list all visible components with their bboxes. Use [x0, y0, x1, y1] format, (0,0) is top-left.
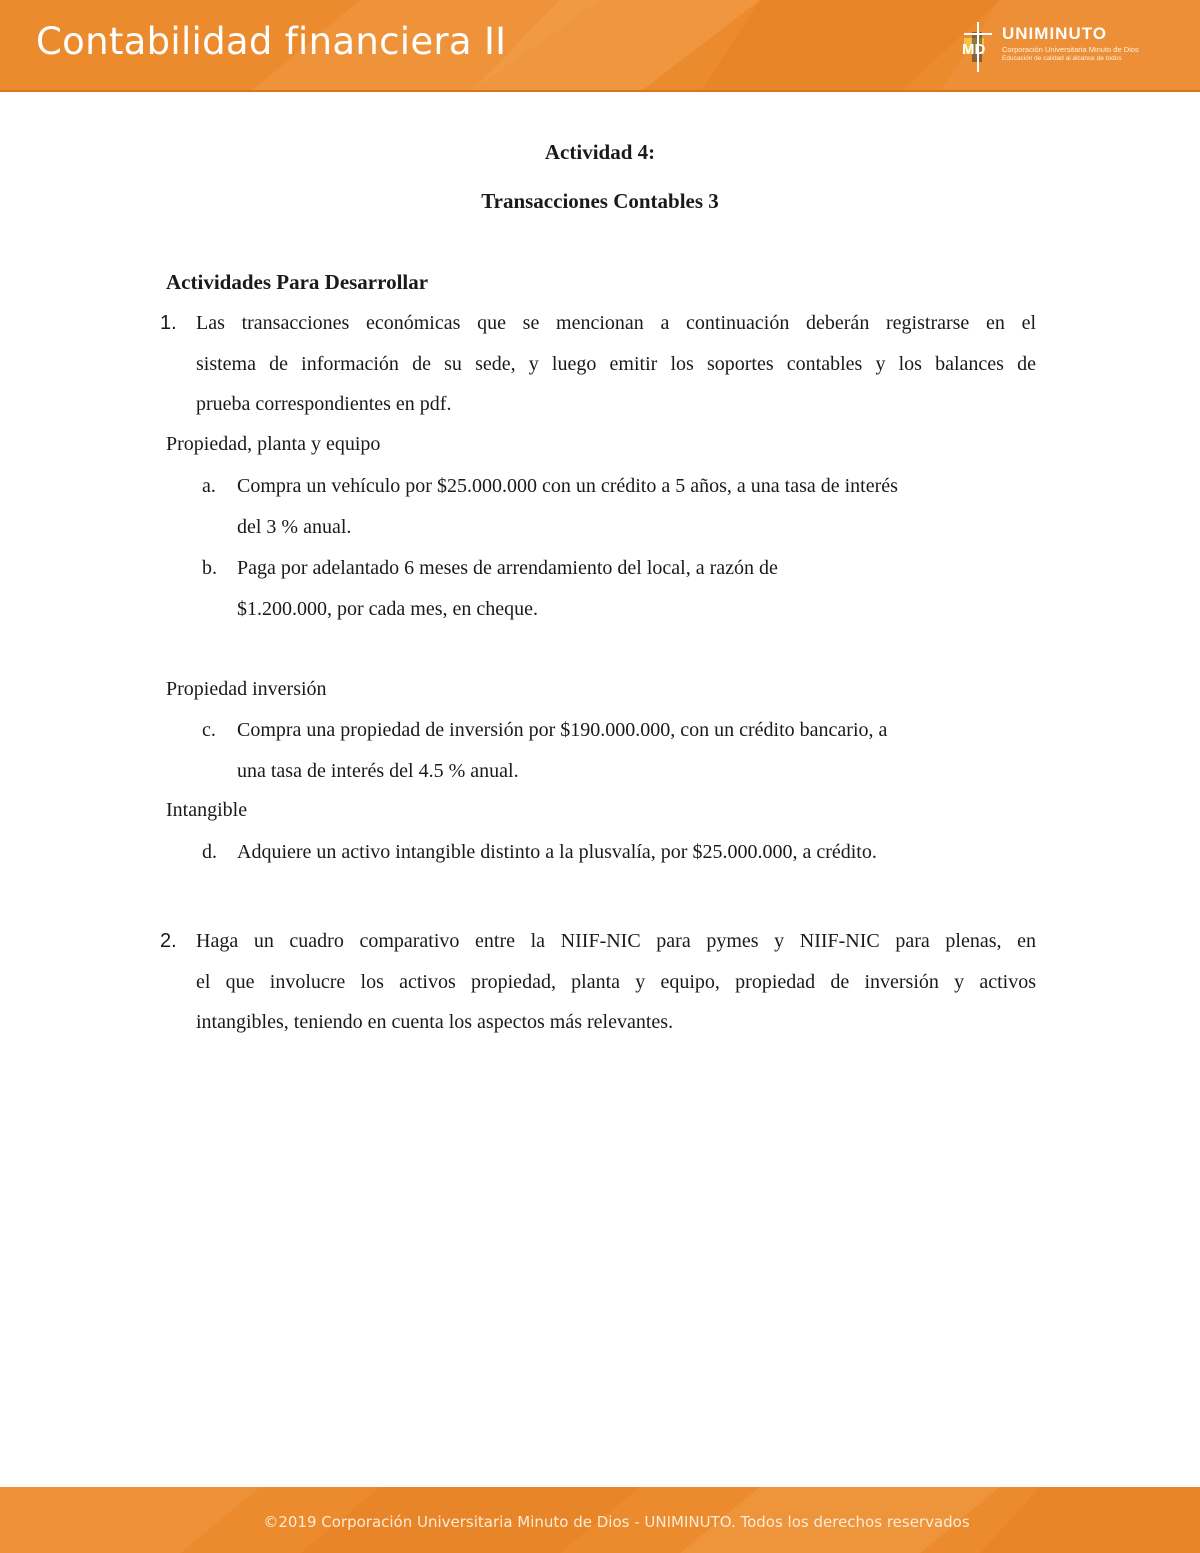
list-letter: b.	[202, 557, 217, 579]
svg-text:MD: MD	[962, 41, 986, 58]
list-item	[196, 921, 1036, 1043]
text-line: Compra una propiedad de inversión por $190.000.000, con un crédito bancario, a	[237, 719, 888, 741]
group-heading: Propiedad, planta y equipo	[166, 433, 381, 455]
text-line: una tasa de interés del 4.5 % anual.	[237, 759, 519, 782]
activity-title: Actividad 4:	[544, 140, 656, 164]
uniminuto-logo	[958, 20, 1158, 74]
list-item	[237, 832, 1037, 873]
page-footer	[0, 1487, 1200, 1553]
logo-subtitle: Corporación Universitaria Minuto de Dios	[1002, 45, 1139, 54]
group-heading: Intangible	[166, 799, 248, 821]
text-line: sistema de información de su sede, y luego emitir los soportes contables y los balances de	[196, 352, 1036, 375]
list-letter: c.	[202, 719, 216, 741]
list-item	[196, 303, 1036, 425]
text-line: intangibles, teniendo en cuenta los aspectos más relevantes.	[196, 1011, 674, 1033]
group-heading: Propiedad inversión	[166, 678, 327, 700]
text-line: del 3 % anual.	[237, 515, 352, 538]
uniminuto-logo-icon	[958, 20, 1000, 74]
text-line: prueba correspondientes en pdf.	[196, 393, 452, 415]
logo-tagline: Educación de calidad al alcance de todos	[1002, 55, 1122, 62]
section-heading: Actividades Para Desarrollar	[166, 270, 429, 294]
list-letter: a.	[202, 475, 216, 497]
list-number: 2.	[160, 930, 177, 952]
activity-subtitle: Transacciones Contables 3	[481, 189, 719, 213]
text-line: Paga por adelantado 6 meses de arrendamiento del local, a razón de	[237, 557, 778, 579]
text-line: Las transacciones económicas que se mencionan a continuación deberán registrarse en el	[196, 312, 1036, 334]
copyright-text: ©2019 Corporación Universitaria Minuto de Dios - UNIMINUTO. Todos los derechos reservados	[263, 1513, 970, 1531]
course-title: Contabilidad financiera II	[36, 20, 507, 63]
list-item	[237, 466, 1037, 547]
list-item	[237, 548, 1037, 629]
logo-name: UNIMINUTO	[1002, 24, 1108, 43]
list-item	[237, 710, 1037, 791]
text-line: Adquiere un activo intangible distinto a la plusvalía, por $25.000.000, a crédito.	[237, 841, 877, 863]
text-line: Haga un cuadro comparativo entre la NIIF-NIC para pymes y NIIF-NIC para plenas, en	[196, 930, 1036, 952]
list-number: 1.	[160, 312, 177, 334]
list-letter: d.	[202, 841, 217, 863]
text-line: $1.200.000, por cada mes, en cheque.	[237, 597, 539, 620]
page-header	[0, 0, 1200, 92]
text-line: Compra un vehículo por $25.000.000 con un crédito a 5 años, a una tasa de interés	[237, 475, 898, 497]
text-line: el que involucre los activos propiedad, planta y equipo, propiedad de inversión y activos	[196, 970, 1036, 993]
